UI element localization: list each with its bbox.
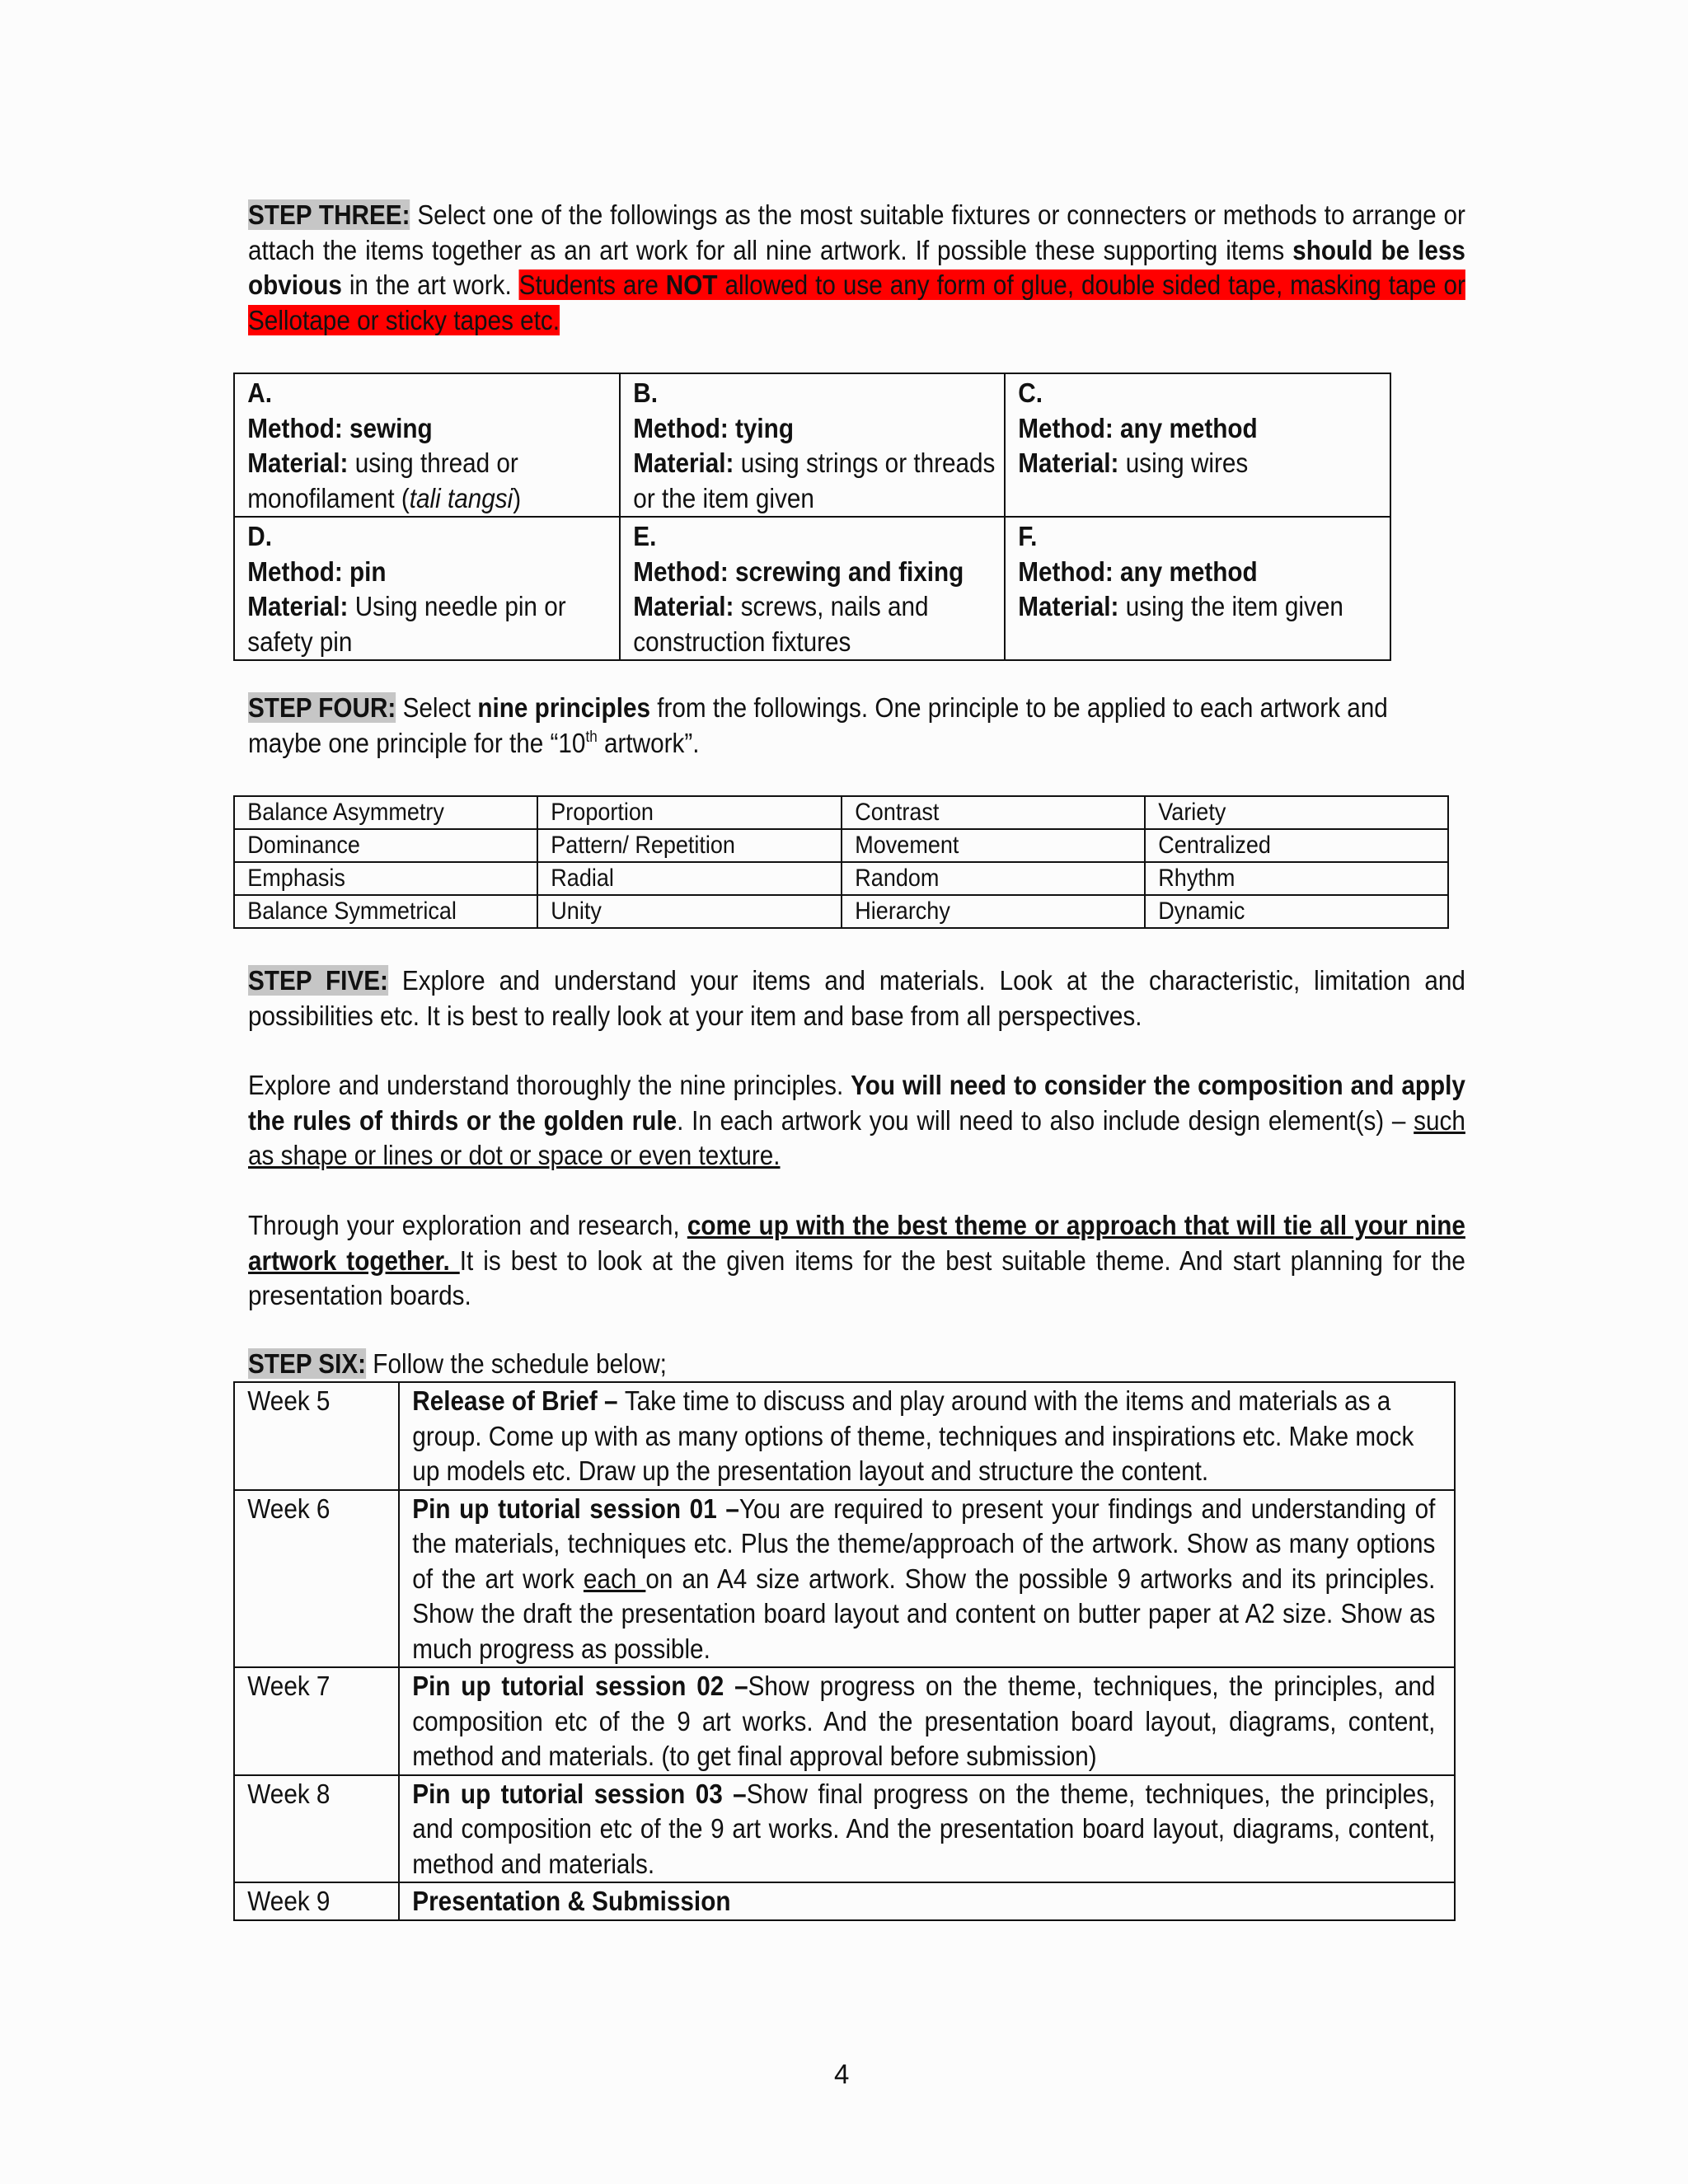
table-cell: Contrast: [842, 796, 1145, 829]
schedule-description: Pin up tutorial session 03 –Show final progress on the theme, techniques, the principles, and composition etc of the 9 art works. And the presentation board layout, diagrams, content, method and materials.: [399, 1775, 1455, 1883]
table-cell: Pattern/ Repetition: [537, 829, 841, 862]
method-cell-f: F. Method: any method Material: using the item given: [1005, 517, 1390, 660]
table-cell: Dominance: [234, 829, 537, 862]
step-four-label: STEP FOUR:: [248, 692, 396, 723]
step-three-paragraph: [248, 198, 1465, 338]
table-row: [234, 862, 1448, 895]
method-cell-d: D. Method: pin Material: Using needle pin or safety pin: [234, 517, 620, 660]
principles-table: [233, 795, 1449, 929]
week-cell: Week 7: [234, 1667, 399, 1775]
table-cell: Proportion: [537, 796, 841, 829]
table-cell: Emphasis: [234, 862, 537, 895]
table-cell: Hierarchy: [842, 895, 1145, 928]
table-row: [234, 373, 1390, 517]
methods-table: [233, 373, 1391, 661]
table-cell: Rhythm: [1145, 862, 1448, 895]
table-cell: Balance Symmetrical: [234, 895, 537, 928]
schedule-description: Presentation & Submission: [399, 1882, 1455, 1920]
step-six-paragraph: STEP SIX: Follow the schedule below;: [248, 1348, 667, 1379]
step-six-label: STEP SIX:: [248, 1348, 367, 1379]
restriction-highlight: Students are NOT allowed to use any form of glue, double sided tape, masking tape or Sellotape or sticky tapes etc.: [248, 269, 1465, 335]
table-row: [234, 829, 1448, 862]
schedule-description: Pin up tutorial session 02 –Show progress on the theme, techniques, the principles, and composition etc of the 9 art works. And the presentation board layout, diagrams, content, method and materials. (to get final approval before submission): [399, 1667, 1455, 1775]
table-cell: Dynamic: [1145, 895, 1448, 928]
step-four-paragraph: STEP FOUR: Select nine principles from the followings. One principle to be applied to each artwork and maybe one principle for the “10th artwork”.: [248, 692, 1388, 758]
schedule-table: [233, 1381, 1456, 1921]
week-cell: Week 5: [234, 1382, 399, 1490]
table-row: [234, 796, 1448, 829]
method-cell-a: A. Method: sewing Material: using thread or monofilament (tali tangsi): [234, 373, 620, 517]
table-cell: Balance Asymmetry: [234, 796, 537, 829]
principles-paragraph: Explore and understand thoroughly the nine principles. You will need to consider the composition and apply the rules of thirds or the golden rule. In each artwork you will need to also include design element(s) – such as shape or lines or dot or space or even texture.: [248, 1070, 1465, 1170]
method-cell-b: B. Method: tying Material: using strings or threads or the item given: [620, 373, 1006, 517]
step-three-text-2: in the art work.: [341, 269, 519, 300]
table-cell: Movement: [842, 829, 1145, 862]
step-three-label: STEP THREE:: [248, 199, 410, 230]
step-three-text: Select one of the followings as the most suitable fixtures or connecters or methods to arrange or attach the items together as an art work for all nine artwork. If possible these supporting items: [248, 199, 1465, 265]
table-row: [234, 1490, 1455, 1668]
week-cell: Week 8: [234, 1775, 399, 1883]
table-row: [234, 1667, 1455, 1775]
step-five-paragraph: STEP FIVE: Explore and understand your items and materials. Look at the characteristic, limitation and possibilities etc. It is best to really look at your item and base from all perspectives.: [248, 965, 1465, 1031]
step-three-bold: should be less obvious: [248, 234, 1465, 300]
step-five-label: STEP FIVE:: [248, 965, 388, 996]
page-number: 4: [834, 2059, 850, 2089]
schedule-description: Release of Brief – Take time to discuss and play around with the items and materials as a group. Come up with as many options of theme, techniques and inspirations etc. Make mock up models etc. Draw up the presentation layout and structure the content.: [399, 1382, 1455, 1490]
table-cell: Unity: [537, 895, 841, 928]
table-row: [234, 1882, 1455, 1920]
method-cell-c: C. Method: any method Material: using wires: [1005, 373, 1390, 517]
table-cell: Random: [842, 862, 1145, 895]
schedule-description: Pin up tutorial session 01 –You are required to present your findings and understanding of the materials, techniques etc. Plus the theme/approach of the artwork. Show as many options of the art work each on an A4 size artwork. Show the possible 9 artworks and its principles. Show the draft the presentation board layout and content on butter paper at A2 size. Show as much progress as possible.: [399, 1490, 1455, 1668]
table-row: [234, 1775, 1455, 1883]
week-cell: Week 6: [234, 1490, 399, 1668]
table-row: [234, 895, 1448, 928]
theme-paragraph: Through your exploration and research, come up with the best theme or approach that will tie all your nine artwork together. It is best to look at the given items for the best suitable theme. And start planning for the presentation boards.: [248, 1210, 1465, 1310]
table-row: [234, 1382, 1455, 1490]
table-cell: Variety: [1145, 796, 1448, 829]
week-cell: Week 9: [234, 1882, 399, 1920]
method-cell-e: E. Method: screwing and fixing Material: screws, nails and construction fixtures: [620, 517, 1006, 660]
table-cell: Centralized: [1145, 829, 1448, 862]
table-row: [234, 517, 1390, 660]
table-cell: Radial: [537, 862, 841, 895]
